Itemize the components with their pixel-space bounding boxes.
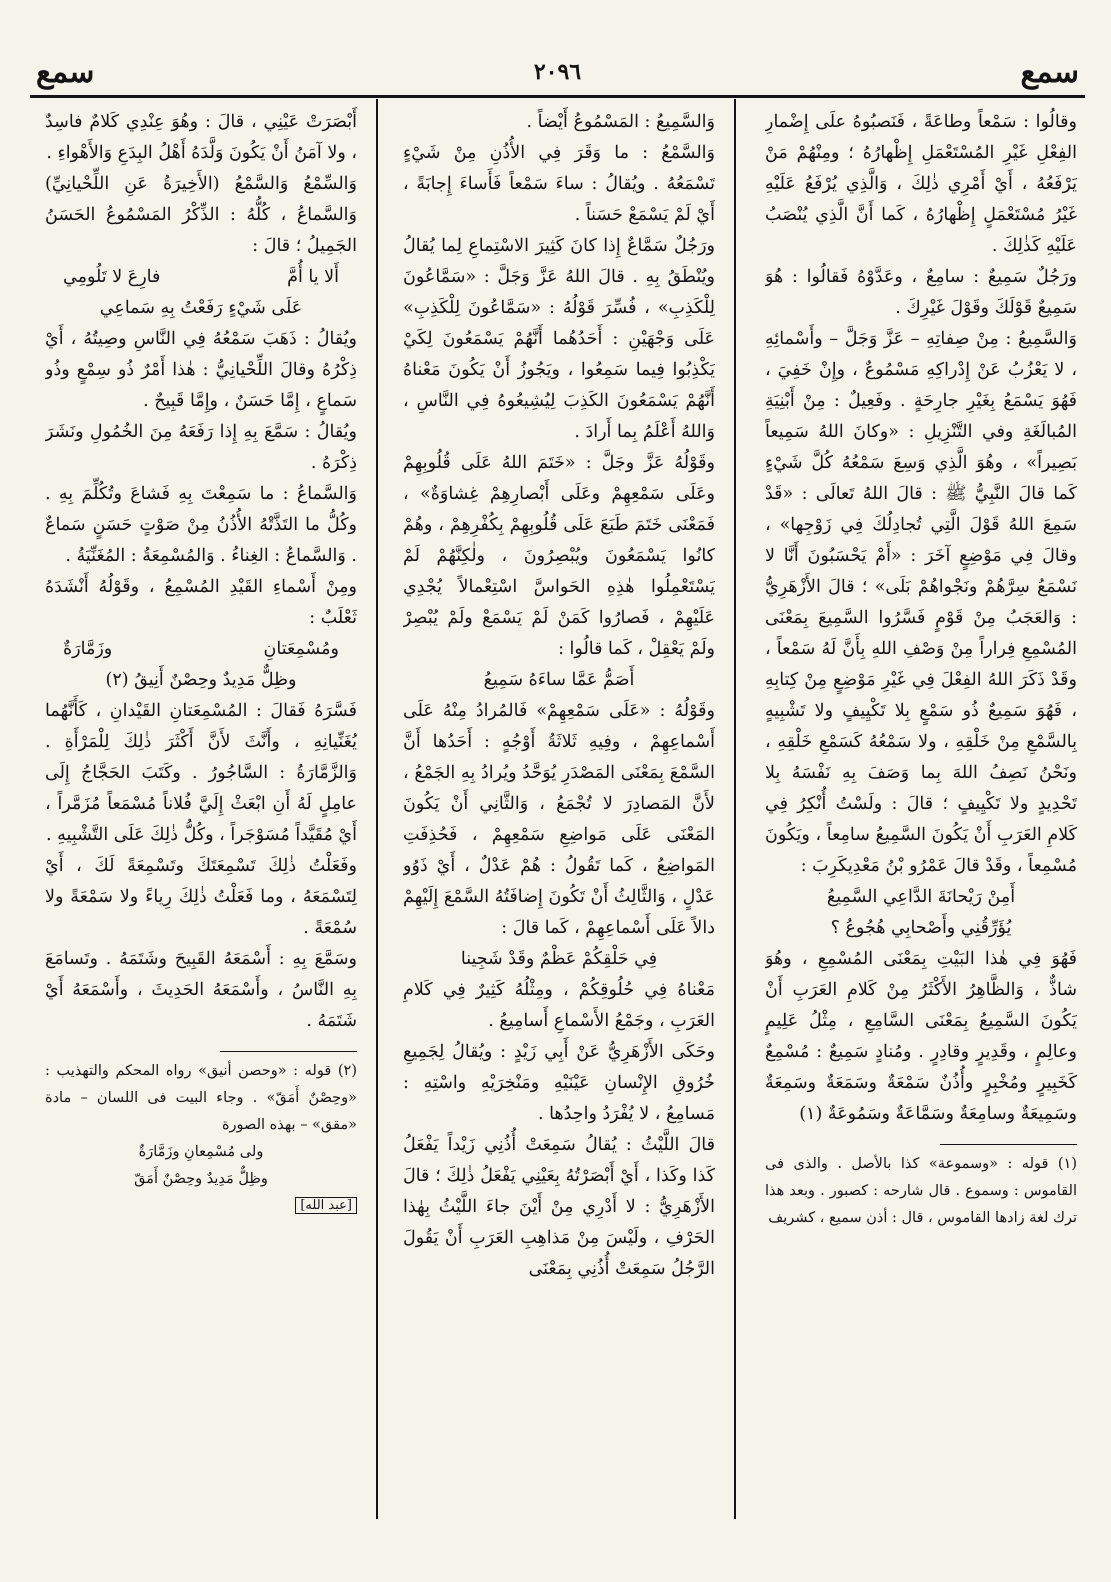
footnote-verse: وظِلٌّ مَدِيدٌ وحِصْنٌ أَمَقّ: [134, 1171, 268, 1187]
editor-note-tag: [عبد الله]: [295, 1197, 357, 1214]
paragraph: وسَمَّعَ بِهِ : أَسْمَعَهُ القَبِيحَ وشَتَمَهُ . وتَسامَعَ بِهِ النَّاسُ ، وأَسْمَعَهُ الحَدِيثَ ، وأَسْمَعَهُ أَيْ شَتَمَهُ .: [45, 949, 357, 1031]
paragraph: فَهُوَ فِي هٰذا البَيْتِ بِمَعْنَى المُسْمِعِ ، وهُوَ شاذٌّ ، وَالظَّاهِرُ الأَكْثَرُ مِنْ كَلامِ العَرَبِ أَنْ يَكُونَ السَّمِيعُ بِمَعْنَى السَّامِعِ ، مِثْلُ عَلِيمٍ وعالِمٍ ، وقَدِيرٍ وقادِرٍ . ومُنادٍ سَمِيعٌ : مُسْمِعٌ كَخَبِيرٍ ومُخْبِرٍ وأُذُنٌ سَمْعَةٌ وسَمَعَةٌ وسَمِعَةٌ وسَمِيعَةٌ وسامِعَةٌ وسَمَّاعَةٌ وسَمُوعَةٌ (١): [765, 949, 1077, 1124]
paragraph: ورَجُلٌ سَمِيعٌ : سامِعٌ ، وعَدَّوْهُ فَقالُوا : هُوَ سَمِيعٌ قَوْلَكَ وقَوْلَ غَيْرِكَ .: [765, 267, 1077, 318]
verse-hemistich: وزَمَّارَةٌ: [63, 639, 113, 659]
paragraph: ورَجُلٌ سَمَّاعٌ إِذا كانَ كَثِيرَ الاسْتِماعِ لِما يُقالُ ويُنْطَقُ بِهِ . قالَ اللهُ عَزَّ وَجَلَّ : «سَمَّاعُونَ لِلْكَذِبِ» ، فُسِّرَ قَوْلُهُ : «سَمَّاعُونَ لِلْكَذِبِ» عَلَى وَجْهَيْنِ : أَحَدُهُما أَنَّهُمْ يَسْمَعُونَ لِكَيْ يَكْذِبُوا فِيما سَمِعُوا ، ويَجُوزُ أَنْ يَكُونَ مَعْناهُ أَنَّهُمْ يَسْمَعُونَ الكَذِبَ لِيُشِيعُوهُ فِي النَّاسِ ، وَاللهُ أَعْلَمُ بِما أَرادَ .: [403, 236, 715, 442]
header-rule: [30, 95, 1085, 98]
paragraph: ويُقالُ : سَمَّعَ بِهِ إِذا رَفَعَهُ مِنَ الخُمُولِ ونَشَرَ ذِكْرَهُ .: [45, 422, 357, 473]
running-head-right: سمع: [1020, 55, 1079, 90]
footnote-block: [765, 1151, 1077, 1232]
paragraph: وحَكَى الأَزْهَرِيُّ عَنْ أَبِي زَيْدٍ : ويُقالُ لِجَمِيعِ خُرُوقِ الإِنْسانِ عَيْنَيْهِ ومَنْخِرَيْهِ واسْتِهِ : مَسامِعُ ، لا يُفْرَدُ واحِدُها .: [403, 1042, 715, 1124]
paragraph: وَالسِّمْعُ وَالسَّمْعُ (الأَخِيرَةُ عَنِ اللِّحْيانِيِّ) وَالسَّماعُ ، كُلُّهُ : الذِّكْرُ المَسْمُوعُ الحَسَنُ الجَمِيلُ ؛ قالَ :: [45, 174, 357, 256]
paragraph: وَالسَّمِيعُ : المَسْمُوعُ أَيْضاً .: [526, 112, 715, 132]
column-1: [765, 107, 1077, 1512]
paragraph: وقالُوا : سَمْعاً وطاعَةً ، فَنَصبُوهُ علَى إِضْمارِ الفِعْلِ غَيْرِ المُسْتَعْمَلِ إِظْهارُهُ ؛ ومِنْهُمْ مَنْ يَرْفَعُهُ ، أَيْ أَمْرِي ذٰلِكَ ، وَالَّذِي يُرْفَعُ عَلَيْهِ غَيْرُ مُسْتَعْمَلٍ إِظْهارُهُ ، كَما أَنَّ الَّذِي يُنْصَبُ عَلَيْهِ كَذٰلِكَ .: [765, 112, 1077, 256]
paragraph: ومِنْ أَسْماءِ القَيْدِ المُسْمِعُ ، وقَوْلُهُ أَنْشَدَهُ ثَعْلَبٌ :: [45, 577, 357, 628]
paragraph: أَبْصَرَتْ عَيْنِي ، قالَ : وهُوَ عِنْدِي كَلامٌ فاسِدٌ ، ولا آمَنُ أَنْ يَكُونَ وَلَّدَهُ أَهْلُ البِدَعِ وَالأَهْواءِ .: [45, 112, 357, 163]
paragraph: وقَوْلُهُ عَزَّ وجَلَّ : «خَتَمَ اللهُ عَلَى قُلُوبِهِمْ وعَلَى سَمْعِهِمْ وعَلَى أَبْصارِهِمْ غِشاوَةٌ» ، فَمَعْنَى خَتَمَ طَبَعَ عَلَى قُلُوبِهِمْ بِكُفْرِهِمْ ، وهُمْ كانُوا يَسْمَعُونَ ويُبْصِرُونَ ، ولٰكِنَّهُمْ لَمْ يَسْتَعْمِلُوا هٰذِهِ الحَواسَّ اسْتِعْمالاً يُجْدِي عَلَيْهِمْ ، فَصارُوا كَمَنْ لَمْ يَسْمَعْ ولَمْ يُبْصِرْ ولَمْ يَعْقِلْ ، كَما قالُوا :: [403, 453, 715, 659]
verse-line: فِي حَلْقِكُمْ عَظْمٌ وقَدْ شَجِينا: [460, 949, 658, 969]
verse-line: [45, 634, 357, 665]
column-divider-2: [376, 99, 378, 1519]
footnote-verse: ولى مُسْمِعانِ وزَمَّارَةٌ: [138, 1144, 264, 1160]
paragraph: وفَعَلْتُ ذٰلِكَ تَسْمِعَتَكَ وتَسْمِعَةً لَكَ ، أَيْ لِتَسْمَعَهُ ، وما فَعَلْتُ ذٰلِكَ رِياءً ولا سَمْعَةً ولا سُمْعَةً .: [45, 856, 357, 938]
page-number: ٢٠٩٦: [533, 59, 582, 85]
footnote-block: [45, 1058, 357, 1214]
paragraph: وقَوْلُهُ : «عَلَى سَمْعِهِمْ» فَالمُرادُ مِنْهُ عَلَى أَسْماعِهِمْ ، وفِيهِ ثَلاثَةُ أَوْجُهٍ : أَحَدُها أَنَّ السَّمْعَ بِمَعْنَى المَصْدَرِ يُوَحَّدُ ويُرادُ بِهِ الجَمْعُ ، لأَنَّ المَصادِرَ لا تُجْمَعُ ، وَالثَّانِي أَنْ يَكُونَ المَعْنَى عَلَى مَواضِعِ سَمْعِهِمْ ، فَحُذِفَتِ المَواضِعُ ، كَما تَقُولُ : هُمْ عَدْلٌ ، أَيْ ذَوُو عَدْلٍ ، وَالثَّالِثُ أَنْ تَكُونَ إِضافَتُهُ السَّمْعَ إِلَيْهِمْ دالاً عَلَى أَسْماعِهِمْ ، كَما قالَ :: [403, 701, 715, 938]
verse-line: عَلَى شَيْءٍ رَفَعْتُ بِهِ سَماعِي: [99, 298, 303, 318]
verse-hemistich: فارِعَ لا تَلُومِي: [63, 267, 161, 287]
column-2: [403, 107, 715, 1512]
footnote: (٢) قوله : «وحصن أنيق» رواه المحكم والتهذيب : «وحِصْنٌ أَمَقّ» . وجاء البيت فى اللسان – مادة «مقق» – بهذه الصورة: [45, 1063, 357, 1133]
footnote-rule: [940, 1144, 1077, 1145]
verse-line: أَصَمُّ عَمَّا ساءَهُ سَمِيعُ: [483, 670, 635, 690]
verse-line: أَمِنْ رَيْحانَةَ الدَّاعِي السَّمِيعُ: [826, 887, 1016, 907]
verse-line: [45, 262, 357, 293]
column-divider-1: [734, 99, 736, 1519]
dictionary-page: [30, 55, 1085, 1525]
paragraph: مَعْناهُ فِي حُلُوقِكُمْ ، ومِثْلُهُ كَثِيرٌ فِي كَلامِ العَرَبِ ، وجَمْعُ الأَسْماعِ أَسامِيعُ .: [403, 980, 715, 1031]
verse-hemistich: أَلا يا أُمَّ: [287, 267, 339, 287]
footnote-rule: [220, 1051, 357, 1052]
footnote: (١) قوله : «وسموعة» كذا بالأصل . والذى فى القاموس : وسموع . قال شارحه : كصبور . وبعد هذا ترك لغة زادها القاموس ، قال : أذن سميع ، كشريف: [765, 1156, 1077, 1226]
column-3: [45, 107, 357, 1512]
verse-hemistich: ومُسْمِعَتانِ: [263, 639, 339, 659]
paragraph: وَالسَّمْعُ : ما وَقَرَ فِي الأُذُنِ مِنْ شَيْءٍ تَسْمَعُهُ . ويُقالُ : ساءَ سَمْعاً فَأَساءَ إِجابَةً ، أَيْ لَمْ يَسْمَعْ حَسَناً .: [403, 143, 715, 225]
paragraph: قالَ اللَّيْثُ : يُقالُ سَمِعَتْ أُذُنِي زَيْداً يَفْعَلُ كَذا وكَذا ، أَيْ أَبْصَرْتُهُ بِعَيْنِي يَفْعَلُ ذٰلِكَ ؛ قالَ الأَزْهَرِيُّ : لا أَدْرِي مِنْ أَيْنَ جاءَ اللَّيْثُ بِهٰذا الحَرْفِ ، ولَيْسَ مِنْ مَذاهِبِ العَرَبِ أَنْ يَقُولَ الرَّجُلُ سَمِعَتْ أُذُنِي بِمَعْنَى: [403, 1135, 715, 1279]
running-head-left: سمع: [36, 55, 95, 90]
verse-line: يُؤَرِّقُنِي وأَصْحابِي هُجُوعُ ؟: [830, 918, 1012, 938]
paragraph: ويُقالُ : ذَهَبَ سَمْعُهُ فِي النَّاسِ وصِيتُهُ ، أَيْ ذِكْرُهُ وقالَ اللِّحْيانِيُّ : هٰذا أَمْرٌ ذُو سِمْعٍ وذُو سَماعٍ ، إِمَّا حَسَنٌ ، وإِمَّا قَبِيحٌ .: [45, 329, 357, 411]
paragraph: وَالسَّمِيعُ : مِنْ صِفاتِهِ – عَزَّ وَجَلَّ – وأَسْمائِهِ ، لا يَعْزُبُ عَنْ إِدْراكِهِ مَسْمُوعٌ ، وإِنْ خَفِيَ ، فَهُوَ يَسْمَعُ بِغَيْرِ جارِحَةٍ . وفَعِيلٌ : مِنْ أَبْنِيَةِ المُبالَغَةِ وفي التَّنْزِيلِ : «وكانَ اللهُ سَمِيعاً بَصِيراً» ، وهُوَ الَّذِي وَسِعَ سَمْعُهُ كُلَّ شَيْءٍ كَما قالَ النَّبِيُّ ﷺ : قالَ اللهُ تَعالَى : «قَدْ سَمِعَ اللهُ قَوْلَ الَّتِي تُجادِلُكَ فِي زَوْجِها» ، وقالَ فِي مَوْضِعٍ آخَرَ : «أَمْ يَحْسَبُونَ أَنَّا لا نَسْمَعُ سِرَّهُمْ ونَجْواهُمْ بَلَى» ؛ قالَ الأَزْهَرِيُّ : وَالعَجَبُ مِنْ قَوْمٍ فَسَّرُوا السَّمِيعَ بِمَعْنَى المُسْمِعِ فِراراً مِنْ وَصْفِ اللهِ بِأَنَّ لَهُ سَمْعاً ، وقَدْ ذَكَرَ اللهُ الفِعْلَ فِي غَيْرِ مَوْضِعٍ مِنْ كِتابِهِ ، فَهُوَ سَمِيعٌ ذُو سَمْعٍ بِلا تَكْيِيفٍ ولا تَشْبِيهٍ بِالسَّمْعِ مِنْ خَلْقِهِ ، ولا سَمْعُهُ كَسَمْعِ خَلْقِهِ ، ونَحْنُ نَصِفُ اللهَ بِما وَصَفَ بِهِ نَفْسَهُ بِلا تَحْدِيدٍ ولا تَكْيِيفٍ ؛ قالَ : ولَسْتُ أُنْكِرُ فِي كَلامِ العَرَبِ أَنْ يَكُونَ السَّمِيعُ سامِعاً ، ويَكُونَ مُسْمِعاً ، وقَدْ قالَ عَمْرُو بْنُ مَعْدِيكَرِبَ :: [765, 329, 1077, 876]
paragraph: وَالسَّماعُ : ما سَمِعْتَ بِهِ فَشاعَ وتُكُلِّمَ بِهِ . وكُلُّ ما التَذَّتْهُ الأُذُنُ مِنْ صَوْتٍ حَسَنٍ سَماعٌ . وَالسَّماعُ : الغِناءُ . وَالمُسْمِعَةُ : المُغَنِّيَةُ .: [45, 484, 357, 566]
page-header: [30, 55, 1085, 97]
verse-line: وظِلٌّ مَدِيدٌ وحِصْنٌ أَنِيقُ (٢): [105, 670, 297, 690]
paragraph: فَسَّرَهُ فَقالَ : المُسْمِعَتانِ القَيْدانِ ، كَأَنَّهُما يُغَنِّيانِهِ ، وأَنَّثَ لأَنَّ أَكْثَرَ ذٰلِكَ لِلْمَرْأَةِ . وَالزَّمَّارَةُ : السَّاجُورُ . وكَتَبَ الحَجَّاجُ إِلَى عامِلٍ لَهُ أَنِ ابْعَثْ إِلَيَّ فُلاناً مُسْمَعاً مُزَمَّراً ، أَيْ مُقَيَّداً مُسَوْجَراً ، وكُلُّ ذٰلِكَ عَلَى التَّشْبِيهِ .: [45, 701, 357, 845]
